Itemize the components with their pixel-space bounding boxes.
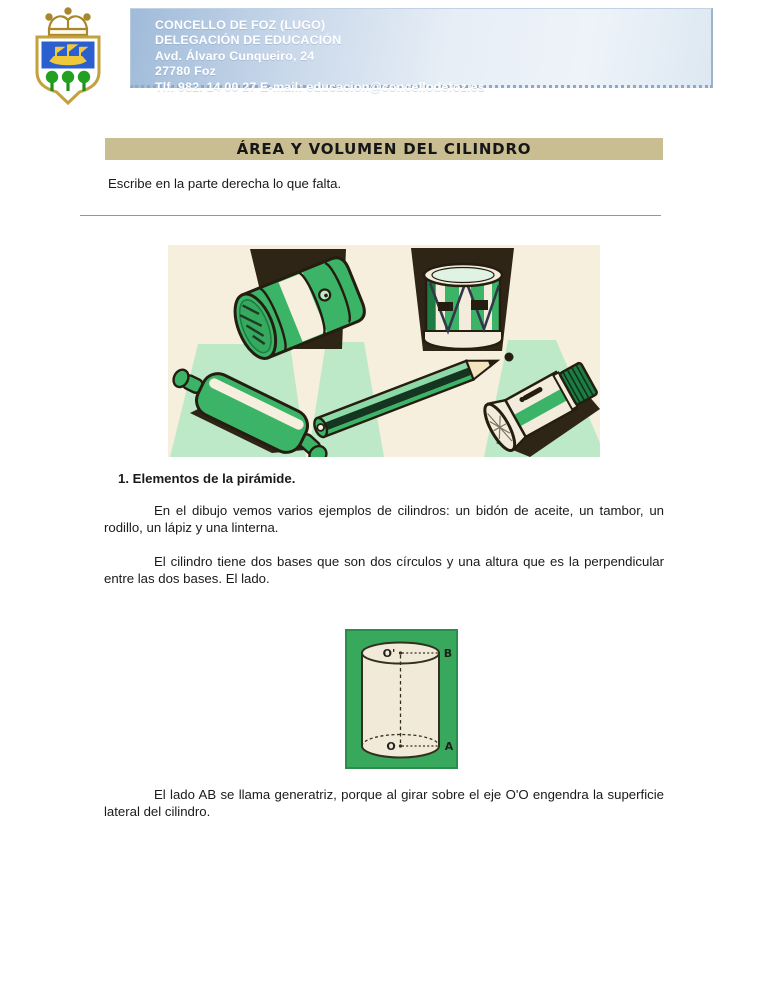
label-O: O — [386, 740, 396, 753]
org-address: Avd. Álvaro Cunqueiro, 24 — [155, 48, 315, 63]
small-dot — [505, 353, 514, 362]
paragraph-bases: El cilindro tiene dos bases que son dos círculos y una altura que es la perpendicular entre las dos bases. El lado. — [104, 554, 664, 587]
instruction-text: Escribe en la parte derecha lo que falta. — [108, 176, 342, 191]
horizontal-divider — [80, 215, 661, 216]
drum — [424, 264, 502, 349]
concello-de-foz-coat-of-arms-logo — [22, 4, 114, 106]
org-contact: Tlf. 982. 14 00 27 E-mail: educacion@concellodefoz.es — [155, 79, 485, 94]
paragraph-examples: En el dibujo vemos varios ejemplos de cilindros: un bidón de aceite, un tambor, un rodillo, un lápiz y una linterna. — [104, 503, 664, 536]
shield — [37, 37, 99, 103]
crown-icon — [46, 8, 89, 35]
page-title: ÁREA Y VOLUMEN DEL CILINDRO — [236, 140, 532, 158]
paragraph-generatrix: El lado AB se llama generatriz, porque al girar sobre el eje O'O engendra la superficie lateral del cilindro. — [104, 787, 664, 820]
label-A: A — [444, 740, 454, 753]
trees-icon — [46, 71, 90, 91]
org-department: DELEGACIÓN DE EDUCACIÓN — [155, 33, 342, 48]
label-O-prime: O' — [382, 647, 396, 660]
cylinder-examples-illustration — [168, 245, 600, 457]
worksheet-title-bar — [105, 138, 663, 160]
label-B: B — [443, 647, 453, 660]
organization-info-box — [130, 8, 713, 94]
cylinder-drawing — [362, 643, 439, 758]
org-name: CONCELLO DE FOZ (LUGO) — [155, 18, 326, 32]
cylinder-diagram-figure — [345, 629, 458, 769]
org-city: 27780 Foz — [155, 64, 217, 79]
section-heading: 1. Elementos de la pirámide. — [118, 471, 296, 486]
